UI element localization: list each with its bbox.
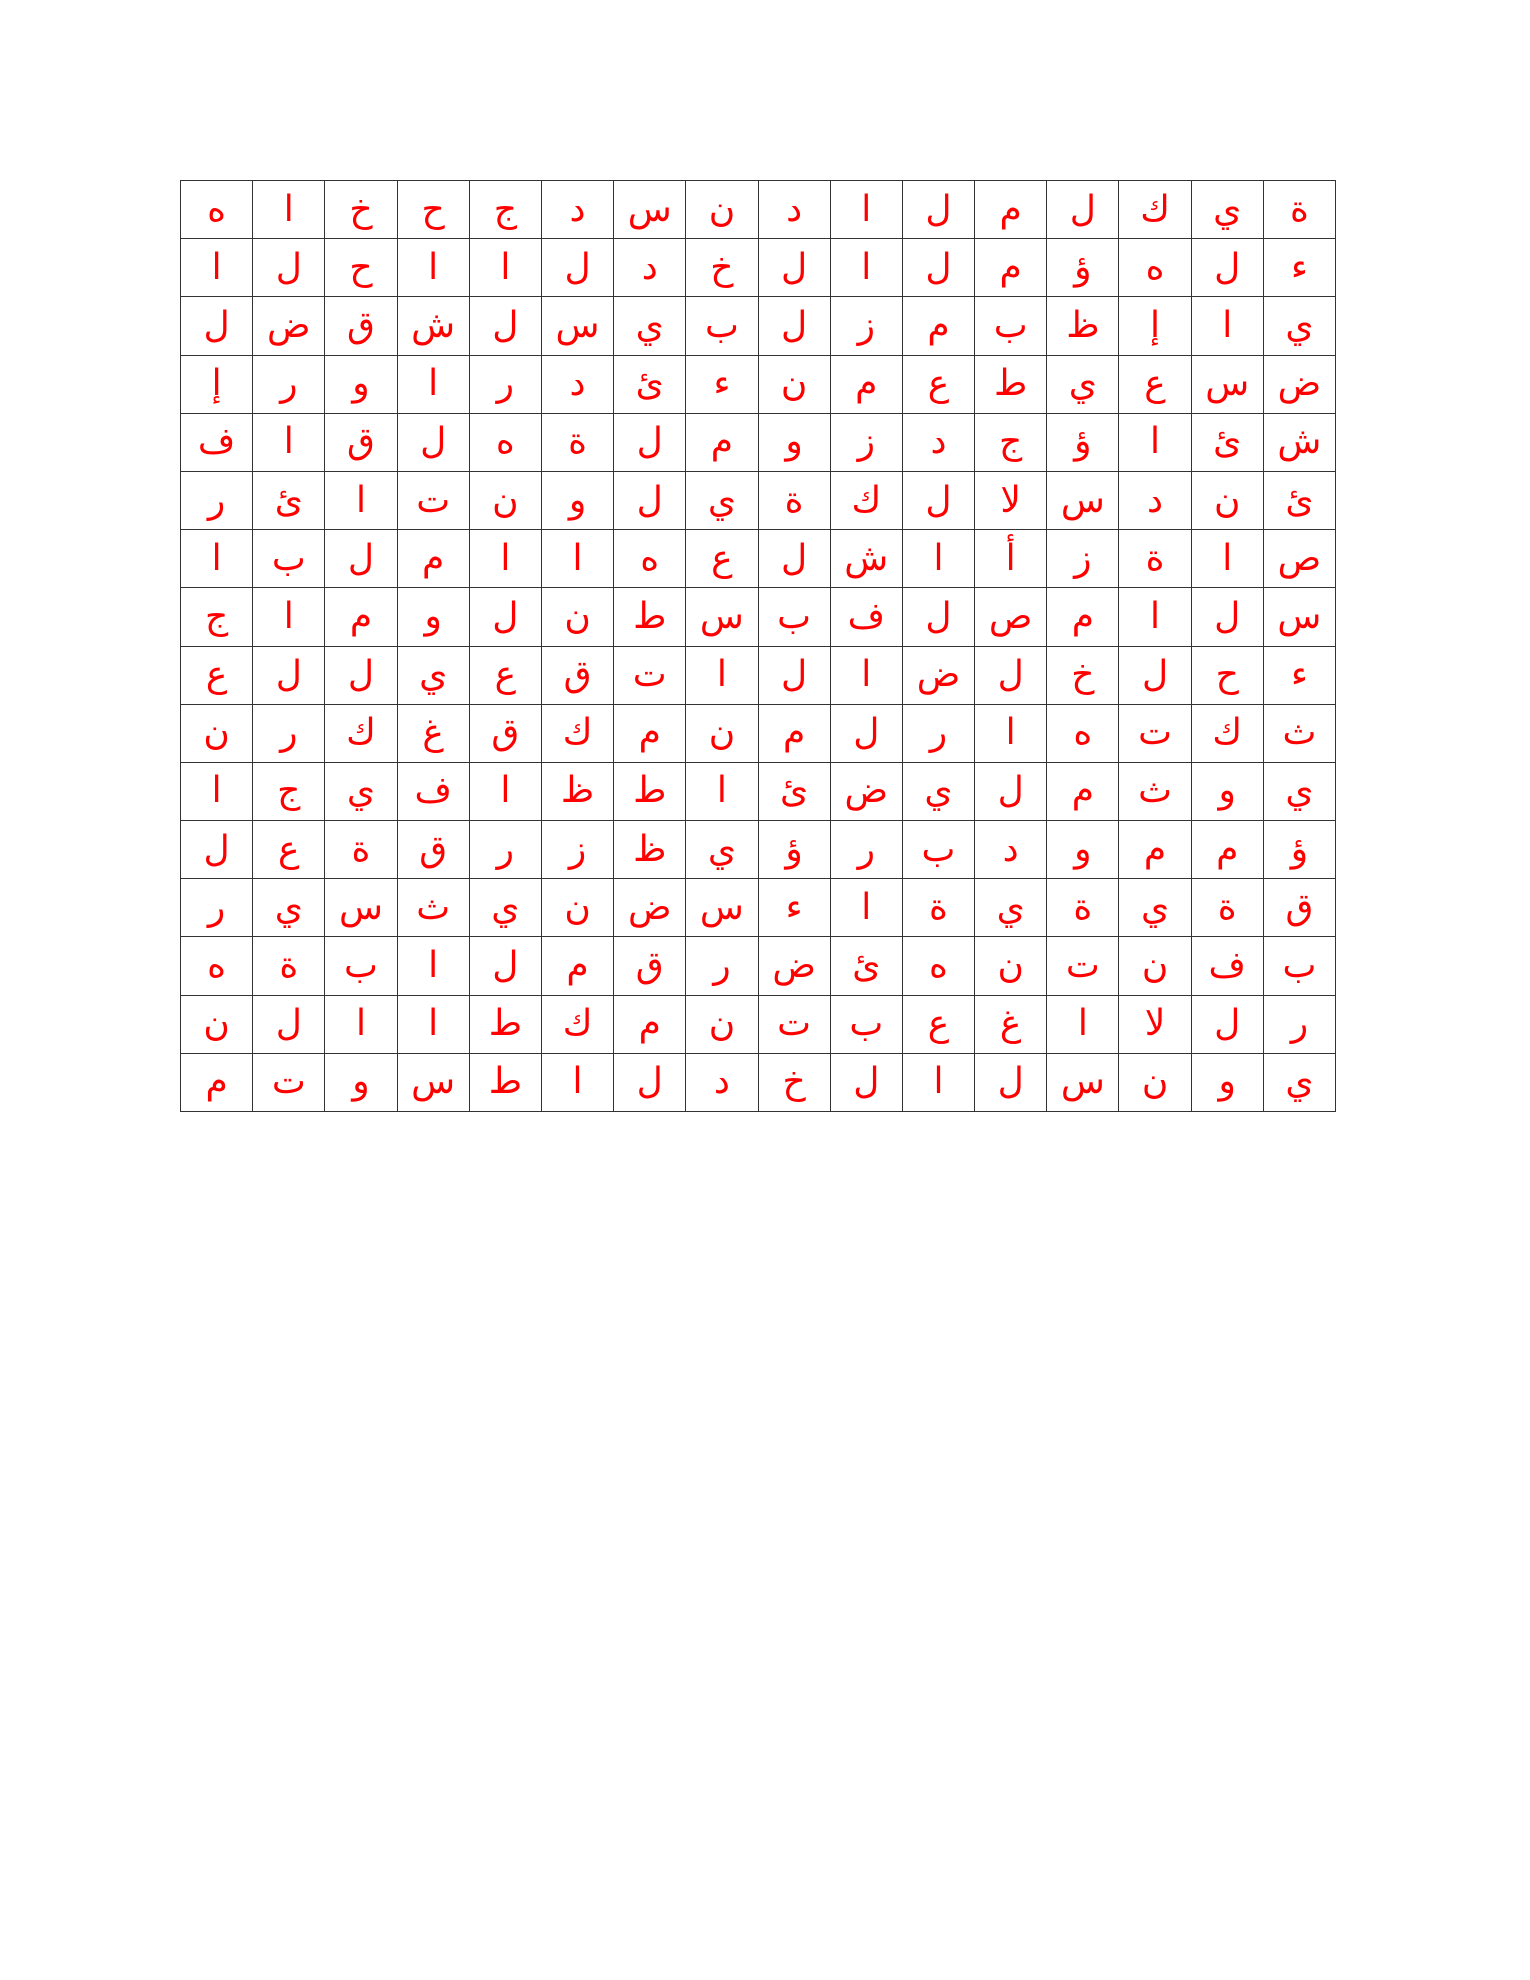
letter-cell: ة [1191, 879, 1263, 937]
letter-cell: م [686, 413, 758, 471]
letter-cell: ل [469, 937, 541, 995]
letter-cell: خ [758, 1053, 830, 1111]
letter-cell: ت [1119, 704, 1191, 762]
letter-cell: ا [253, 588, 325, 646]
letter-cell: ب [975, 297, 1047, 355]
letter-cell: ا [397, 355, 469, 413]
grid-row [181, 646, 1336, 704]
letter-cell: ق [1263, 879, 1335, 937]
grid-row [181, 297, 1336, 355]
letter-cell: ت [397, 471, 469, 529]
letter-cell: ن [181, 995, 253, 1053]
letter-cell: ك [541, 704, 613, 762]
letter-cell: ض [253, 297, 325, 355]
letter-cell: ي [469, 879, 541, 937]
letter-cell: غ [975, 995, 1047, 1053]
letter-cell: ل [902, 588, 974, 646]
letter-cell: ث [397, 879, 469, 937]
letter-cell: ش [1263, 413, 1335, 471]
letter-cell: ه [614, 530, 686, 588]
letter-cell: ي [1263, 762, 1335, 820]
letter-cell: ل [902, 181, 974, 239]
letter-cell: ل [614, 471, 686, 529]
letter-cell: و [325, 355, 397, 413]
letter-cell: ر [181, 879, 253, 937]
letter-cell: ة [758, 471, 830, 529]
letter-cell: ن [541, 879, 613, 937]
letter-cell: ا [253, 413, 325, 471]
letter-cell: م [975, 181, 1047, 239]
letter-cell: ت [614, 646, 686, 704]
grid-row [181, 239, 1336, 297]
letter-cell: ا [1119, 413, 1191, 471]
letter-cell: س [1191, 355, 1263, 413]
letter-cell: ا [325, 995, 397, 1053]
letter-cell: ء [1263, 239, 1335, 297]
letter-cell: ا [397, 239, 469, 297]
letter-cell: ق [325, 413, 397, 471]
letter-cell: ؤ [1047, 413, 1119, 471]
letter-cell: ن [181, 704, 253, 762]
letter-cell: ف [181, 413, 253, 471]
letter-cell: س [1047, 1053, 1119, 1111]
letter-cell: ي [253, 879, 325, 937]
letter-cell: ا [902, 530, 974, 588]
letter-cell: ل [902, 239, 974, 297]
letter-cell: ق [541, 646, 613, 704]
letter-cell: د [541, 355, 613, 413]
letter-cell: ت [758, 995, 830, 1053]
letter-cell: م [614, 704, 686, 762]
letter-cell: ا [975, 704, 1047, 762]
letter-cell: م [975, 239, 1047, 297]
letter-cell: ل [181, 821, 253, 879]
letter-cell: ا [397, 995, 469, 1053]
grid-row [181, 879, 1336, 937]
letter-cell: ه [1047, 704, 1119, 762]
letter-cell: ز [830, 297, 902, 355]
grid-row [181, 181, 1336, 239]
grid-row [181, 588, 1336, 646]
letter-cell: س [614, 181, 686, 239]
letter-cell: ل [325, 530, 397, 588]
grid-row [181, 995, 1336, 1053]
letter-cell: ض [758, 937, 830, 995]
letter-cell: ر [181, 471, 253, 529]
letter-cell: ل [975, 762, 1047, 820]
letter-cell: ر [830, 821, 902, 879]
letter-cell: ئ [1191, 413, 1263, 471]
letter-cell: ظ [1047, 297, 1119, 355]
letter-cell: ط [614, 588, 686, 646]
letter-cell: ك [1119, 181, 1191, 239]
letter-cell: ل [830, 1053, 902, 1111]
letter-cell: د [614, 239, 686, 297]
letter-cell: و [397, 588, 469, 646]
letter-cell: ر [253, 355, 325, 413]
letter-cell: و [1191, 762, 1263, 820]
letter-cell: ة [253, 937, 325, 995]
letter-cell: ث [1119, 762, 1191, 820]
letter-cell: لا [1119, 995, 1191, 1053]
letter-cell: ا [902, 1053, 974, 1111]
letter-cell: ن [469, 471, 541, 529]
letter-cell: ه [181, 937, 253, 995]
letter-cell: ب [758, 588, 830, 646]
letter-cell: ا [541, 530, 613, 588]
letter-cell: ل [975, 646, 1047, 704]
letter-cell: ة [325, 821, 397, 879]
letter-cell: ع [902, 995, 974, 1053]
letter-cell: ض [830, 762, 902, 820]
letter-cell: ث [1263, 704, 1335, 762]
letter-cell: ئ [253, 471, 325, 529]
letter-cell: ك [541, 995, 613, 1053]
letter-cell: ا [1191, 297, 1263, 355]
letter-cell: ا [1047, 995, 1119, 1053]
letter-cell: ئ [614, 355, 686, 413]
letter-cell: ل [975, 1053, 1047, 1111]
letter-cell: م [325, 588, 397, 646]
letter-cell: ة [1047, 879, 1119, 937]
letter-cell: ج [253, 762, 325, 820]
letter-cell: ء [1263, 646, 1335, 704]
letter-cell: إ [1119, 297, 1191, 355]
letter-cell: ي [1047, 355, 1119, 413]
letter-cell: و [758, 413, 830, 471]
letter-cell: ع [1119, 355, 1191, 413]
letter-cell: ا [181, 530, 253, 588]
letter-cell: ل [1047, 181, 1119, 239]
letter-cell: م [541, 937, 613, 995]
letter-cell: ع [469, 646, 541, 704]
letter-cell: ن [1191, 471, 1263, 529]
letter-cell: ظ [614, 821, 686, 879]
letter-cell: ك [830, 471, 902, 529]
letter-cell: ة [541, 413, 613, 471]
letter-cell: ع [253, 821, 325, 879]
letter-cell: ل [325, 646, 397, 704]
letter-cell: ا [830, 181, 902, 239]
letter-cell: و [325, 1053, 397, 1111]
letter-cell: ة [1119, 530, 1191, 588]
letter-cell: ه [181, 181, 253, 239]
letter-cell: ئ [758, 762, 830, 820]
letter-cell: س [325, 879, 397, 937]
letter-cell: ل [758, 239, 830, 297]
letter-cell: ط [469, 1053, 541, 1111]
letter-cell: س [1047, 471, 1119, 529]
letter-cell: ا [469, 530, 541, 588]
letter-cell: ج [469, 181, 541, 239]
letter-cell: م [181, 1053, 253, 1111]
grid-row [181, 704, 1336, 762]
letter-cell: ك [1191, 704, 1263, 762]
letter-cell: د [975, 821, 1047, 879]
grid-row [181, 530, 1336, 588]
letter-cell: ش [830, 530, 902, 588]
letter-cell: ئ [830, 937, 902, 995]
letter-cell: غ [397, 704, 469, 762]
letter-cell: ي [686, 821, 758, 879]
letter-cell: ب [830, 995, 902, 1053]
letter-cell: ي [397, 646, 469, 704]
letter-cell: ا [325, 471, 397, 529]
grid-row [181, 762, 1336, 820]
letter-cell: ن [1119, 937, 1191, 995]
letter-cell: ي [975, 879, 1047, 937]
letter-cell: ن [1119, 1053, 1191, 1111]
grid-row [181, 355, 1336, 413]
letter-cell: خ [686, 239, 758, 297]
letter-cell: ئ [1263, 471, 1335, 529]
letter-cell: ي [1191, 181, 1263, 239]
grid-row [181, 413, 1336, 471]
letter-cell: م [830, 355, 902, 413]
letter-cell: ج [181, 588, 253, 646]
letter-cell: ص [975, 588, 1047, 646]
letter-cell: ر [253, 704, 325, 762]
letter-cell: ي [1263, 1053, 1335, 1111]
grid-row [181, 821, 1336, 879]
letter-cell: ر [1263, 995, 1335, 1053]
letter-cell: ل [758, 646, 830, 704]
letter-cell: س [686, 588, 758, 646]
letter-cell: ع [686, 530, 758, 588]
letter-cell: و [541, 471, 613, 529]
letter-cell: ن [758, 355, 830, 413]
letter-cell: ا [830, 646, 902, 704]
letter-cell: ح [397, 181, 469, 239]
letter-cell: ا [830, 239, 902, 297]
letter-cell: ف [830, 588, 902, 646]
letter-cell: ف [1191, 937, 1263, 995]
letter-cell: ب [686, 297, 758, 355]
letter-cell: د [758, 181, 830, 239]
letter-cell: ل [614, 413, 686, 471]
letter-cell: ل [758, 530, 830, 588]
grid-row [181, 937, 1336, 995]
letter-cell: ؤ [758, 821, 830, 879]
letter-cell: ة [902, 879, 974, 937]
letter-cell: ا [830, 879, 902, 937]
letter-cell: ل [1191, 588, 1263, 646]
letter-cell: ل [253, 995, 325, 1053]
letter-cell: ء [758, 879, 830, 937]
letter-cell: س [1263, 588, 1335, 646]
letter-cell: ا [1119, 588, 1191, 646]
letter-cell: ا [253, 181, 325, 239]
letter-cell: ع [902, 355, 974, 413]
letter-cell: ا [686, 762, 758, 820]
letter-cell: ل [614, 1053, 686, 1111]
letter-cell: ة [1263, 181, 1335, 239]
letter-cell: م [902, 297, 974, 355]
letter-cell: ا [541, 1053, 613, 1111]
letter-cell: ه [902, 937, 974, 995]
letter-cell: د [902, 413, 974, 471]
letter-cell: ي [614, 297, 686, 355]
letter-cell: ن [686, 704, 758, 762]
letter-cell: ق [325, 297, 397, 355]
letter-cell: ر [902, 704, 974, 762]
letter-cell: ا [469, 762, 541, 820]
letter-cell: ق [614, 937, 686, 995]
letter-cell: د [686, 1053, 758, 1111]
letter-cell: إ [181, 355, 253, 413]
letter-cell: ي [1263, 297, 1335, 355]
letter-cell: س [541, 297, 613, 355]
letter-cell: م [614, 995, 686, 1053]
letter-cell: ف [397, 762, 469, 820]
letter-cell: ي [902, 762, 974, 820]
letter-cell: ؤ [1047, 239, 1119, 297]
letter-cell: ح [1191, 646, 1263, 704]
letter-cell: ز [541, 821, 613, 879]
letter-cell: ل [1191, 995, 1263, 1053]
letter-cell: لا [975, 471, 1047, 529]
letter-cell: ض [902, 646, 974, 704]
letter-cell: س [397, 1053, 469, 1111]
letter-cell: ن [975, 937, 1047, 995]
letter-cell: و [1047, 821, 1119, 879]
letter-cell: ن [686, 995, 758, 1053]
letter-cell: ل [469, 297, 541, 355]
letter-cell: ل [1191, 239, 1263, 297]
letter-cell: ح [325, 239, 397, 297]
letter-cell: ن [686, 181, 758, 239]
letter-cell: ط [614, 762, 686, 820]
letter-cell: ز [1047, 530, 1119, 588]
letter-cell: ج [975, 413, 1047, 471]
letter-cell: خ [325, 181, 397, 239]
letter-cell: م [397, 530, 469, 588]
letter-cell: ك [325, 704, 397, 762]
letter-cell: ت [1047, 937, 1119, 995]
letter-cell: ص [1263, 530, 1335, 588]
letter-cell: ض [614, 879, 686, 937]
letter-cell: م [1047, 762, 1119, 820]
letter-cell: ا [1191, 530, 1263, 588]
letter-cell: ب [902, 821, 974, 879]
letter-cell: ق [469, 704, 541, 762]
letter-cell: ز [830, 413, 902, 471]
letter-cell: ا [469, 239, 541, 297]
letter-cell: ي [325, 762, 397, 820]
letter-cell: ء [686, 355, 758, 413]
letter-cell: م [1047, 588, 1119, 646]
letter-cell: ل [830, 704, 902, 762]
letter-cell: ب [253, 530, 325, 588]
letter-cell: ض [1263, 355, 1335, 413]
letter-cell: م [1191, 821, 1263, 879]
letter-cell: د [1119, 471, 1191, 529]
letter-cell: ؤ [1263, 821, 1335, 879]
letter-cell: ل [181, 297, 253, 355]
letter-cell: ش [397, 297, 469, 355]
letter-cell: ل [1119, 646, 1191, 704]
letter-cell: س [686, 879, 758, 937]
letter-cell: ل [253, 239, 325, 297]
letter-cell: ط [975, 355, 1047, 413]
grid-row [181, 1053, 1336, 1111]
letter-cell: ر [686, 937, 758, 995]
letter-cell: ل [758, 297, 830, 355]
letter-cell: ت [253, 1053, 325, 1111]
letter-cell: ا [181, 762, 253, 820]
letter-cell: ر [469, 821, 541, 879]
letter-cell: أ [975, 530, 1047, 588]
letter-cell: ي [1119, 879, 1191, 937]
letter-cell: ن [541, 588, 613, 646]
letter-cell: ل [469, 588, 541, 646]
letter-cell: ق [397, 821, 469, 879]
word-search-grid [180, 180, 1336, 1112]
letter-cell: ر [469, 355, 541, 413]
letter-cell: ل [397, 413, 469, 471]
letter-cell: ل [253, 646, 325, 704]
letter-cell: ل [902, 471, 974, 529]
letter-cell: م [758, 704, 830, 762]
letter-cell: ط [469, 995, 541, 1053]
letter-cell: ا [686, 646, 758, 704]
letter-cell: ع [181, 646, 253, 704]
letter-cell: ظ [541, 762, 613, 820]
grid-row [181, 471, 1336, 529]
letter-cell: م [1119, 821, 1191, 879]
letter-cell: ل [541, 239, 613, 297]
letter-cell: ه [469, 413, 541, 471]
letter-cell: ا [397, 937, 469, 995]
letter-cell: ا [181, 239, 253, 297]
letter-cell: و [1191, 1053, 1263, 1111]
letter-cell: ي [686, 471, 758, 529]
letter-cell: د [541, 181, 613, 239]
letter-cell: خ [1047, 646, 1119, 704]
letter-cell: ب [325, 937, 397, 995]
letter-cell: ب [1263, 937, 1335, 995]
letter-cell: ه [1119, 239, 1191, 297]
